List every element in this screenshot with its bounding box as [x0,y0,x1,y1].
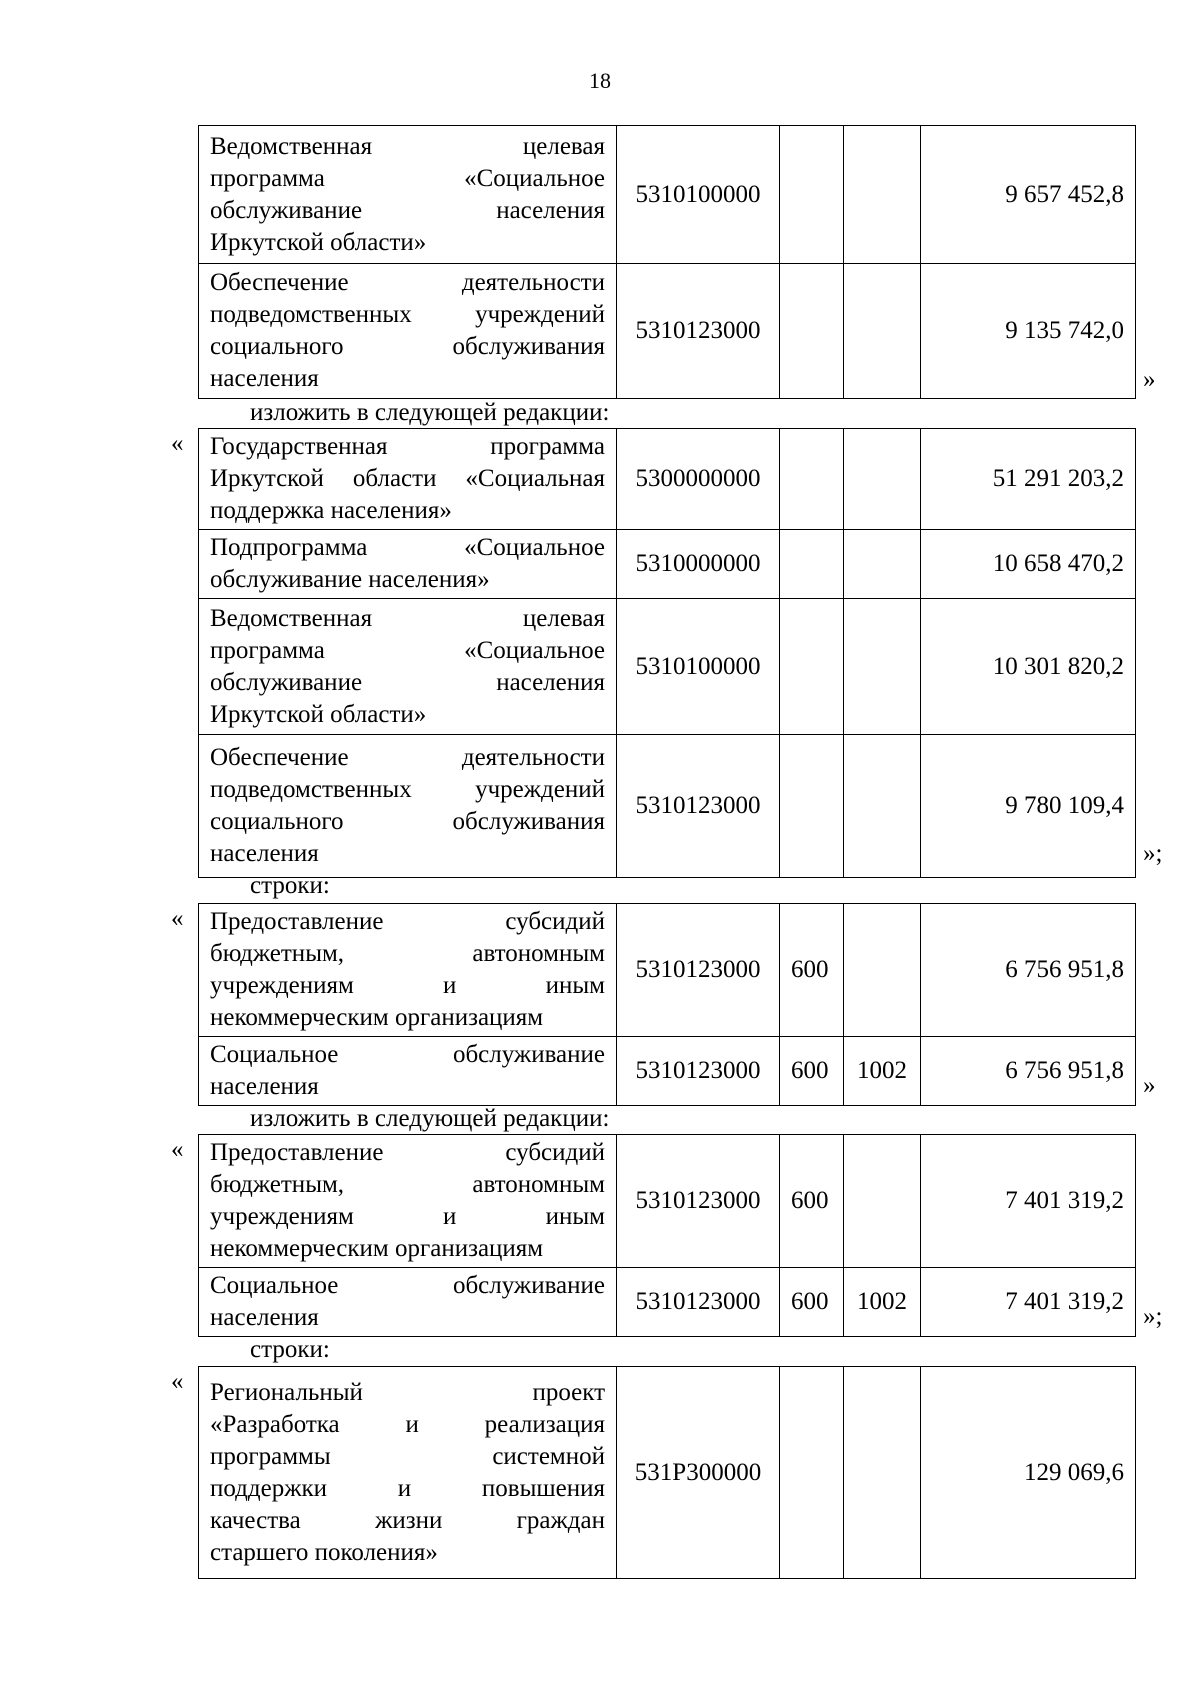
open-quote-mark: « [171,1368,184,1395]
target-article-code: 5310123000 [617,904,780,1037]
row-name-line: населения [210,1073,319,1100]
row-name-line: Ведомственная целевая [210,132,605,160]
row-name-line: населения [210,840,319,867]
open-quote-mark: « [171,1136,184,1163]
row-name-cell [199,530,617,599]
row-name-cell [199,599,617,735]
expense-type-code [780,429,844,530]
row-name-line: Социальное обслуживание [210,1041,605,1068]
close-quote-mark: » [1143,1072,1156,1099]
section-intro-text: строки: [250,1336,330,1363]
row-name-line: подведомственных учреждений [210,776,605,803]
row-name-line: Ведомственная целевая [210,604,605,632]
row-name-line: «Разработка и реализация [210,1410,605,1438]
table-row [199,904,1136,1037]
amount-value: 129 069,6 [921,1367,1136,1579]
section-subsection-code [844,904,921,1037]
row-name-line: учреждениям и иным [210,1203,605,1230]
row-name-line: программа «Социальное [210,636,605,664]
page-number: 18 [589,68,611,93]
row-name-cell [199,1135,617,1268]
target-article-code: 5310123000 [617,1037,780,1106]
expense-type-code [780,264,844,399]
amount-value: 9 780 109,4 [921,735,1136,878]
row-name-cell [199,904,617,1037]
row-name-line: старшего поколения» [210,1538,438,1566]
row-name-line: подведомственных учреждений [210,301,605,328]
table-row [199,1367,1136,1579]
section-subsection-code [844,599,921,735]
table-row [199,126,1136,264]
table-row [199,530,1136,599]
table-row [199,735,1136,878]
close-quote-mark: » [1143,366,1156,393]
row-name-line: бюджетным, автономным [210,940,605,967]
row-name-cell [199,1268,617,1337]
row-name-line: Социальное обслуживание [210,1272,605,1299]
amount-value: 9 135 742,0 [921,264,1136,399]
section-subsection-code [844,1135,921,1268]
section-subsection-code [844,530,921,599]
section-subsection-code [844,1367,921,1579]
section-intro-text: изложить в следующей редакции: [250,399,610,426]
target-article-code: 5310123000 [617,264,780,399]
row-name-cell [199,1367,617,1579]
target-article-code: 5300000000 [617,429,780,530]
target-article-code: 5310123000 [617,1268,780,1337]
expense-type-code: 600 [780,1037,844,1106]
row-name-line: Предоставление субсидий [210,908,605,935]
row-name-line: Предоставление субсидий [210,1139,605,1166]
row-name-line: Региональный проект [210,1378,605,1406]
amount-value: 10 658 470,2 [921,530,1136,599]
amount-value: 7 401 319,2 [921,1135,1136,1268]
row-name-line: обслуживание населения [210,196,605,224]
amount-value: 6 756 951,8 [921,1037,1136,1106]
row-name-cell [199,264,617,399]
row-name-line: некоммерческим организациям [210,1235,544,1262]
table-row [199,599,1136,735]
open-quote-mark: « [171,905,184,932]
target-article-code: 531P300000 [617,1367,780,1579]
row-name-line: населения [210,1304,319,1331]
section-subsection-code: 1002 [844,1037,921,1106]
section-subsection-code [844,735,921,878]
budget-table [198,903,1136,1106]
close-quote-mark: »; [1143,1303,1163,1330]
expense-type-code [780,126,844,264]
row-name-line: социального обслуживания [210,333,605,360]
expense-type-code: 600 [780,904,844,1037]
amount-value: 9 657 452,8 [921,126,1136,264]
section-intro-text: изложить в следующей редакции: [250,1105,610,1132]
row-name-line: Иркутской области «Социальная [210,465,605,492]
expense-type-code [780,599,844,735]
section-subsection-code: 1002 [844,1268,921,1337]
amount-value: 10 301 820,2 [921,599,1136,735]
row-name-line: Иркутской области» [210,700,427,728]
target-article-code: 5310100000 [617,126,780,264]
expense-type-code [780,530,844,599]
open-quote-mark: « [171,430,184,457]
expense-type-code [780,735,844,878]
section-subsection-code [844,264,921,399]
section-subsection-code [844,429,921,530]
expense-type-code: 600 [780,1268,844,1337]
budget-table [198,428,1136,878]
amount-value: 7 401 319,2 [921,1268,1136,1337]
row-name-line: Обеспечение деятельности [210,269,605,296]
row-name-line: обслуживание населения» [210,566,490,593]
row-name-line: программа «Социальное [210,164,605,192]
target-article-code: 5310100000 [617,599,780,735]
close-quote-mark: »; [1143,840,1163,867]
row-name-cell [199,429,617,530]
budget-table [198,125,1136,399]
amount-value: 51 291 203,2 [921,429,1136,530]
target-article-code: 5310123000 [617,1135,780,1268]
budget-table [198,1134,1136,1337]
table-row [199,1037,1136,1106]
row-name-line: Обеспечение деятельности [210,744,605,771]
table-row [199,1135,1136,1268]
table-row [199,1268,1136,1337]
row-name-line: Подпрограмма «Социальное [210,534,605,561]
table-row [199,264,1136,399]
row-name-line: Иркутской области» [210,228,427,256]
section-subsection-code [844,126,921,264]
row-name-cell [199,735,617,878]
row-name-line: качества жизни граждан [210,1506,605,1534]
row-name-line: бюджетным, автономным [210,1171,605,1198]
row-name-cell [199,1037,617,1106]
target-article-code: 5310123000 [617,735,780,878]
budget-table [198,1366,1136,1579]
row-name-line: поддержки и повышения [210,1474,605,1502]
expense-type-code: 600 [780,1135,844,1268]
amount-value: 6 756 951,8 [921,904,1136,1037]
row-name-line: Государственная программа [210,433,605,460]
row-name-line: обслуживание населения [210,668,605,696]
target-article-code: 5310000000 [617,530,780,599]
row-name-line: учреждениям и иным [210,972,605,999]
row-name-line: поддержка населения» [210,497,452,524]
row-name-line: некоммерческим организациям [210,1004,544,1031]
section-intro-text: строки: [250,872,330,899]
row-name-line: населения [210,365,319,392]
row-name-cell [199,126,617,264]
row-name-line: социального обслуживания [210,808,605,835]
table-row [199,429,1136,530]
row-name-line: программы системной [210,1442,605,1470]
expense-type-code [780,1367,844,1579]
